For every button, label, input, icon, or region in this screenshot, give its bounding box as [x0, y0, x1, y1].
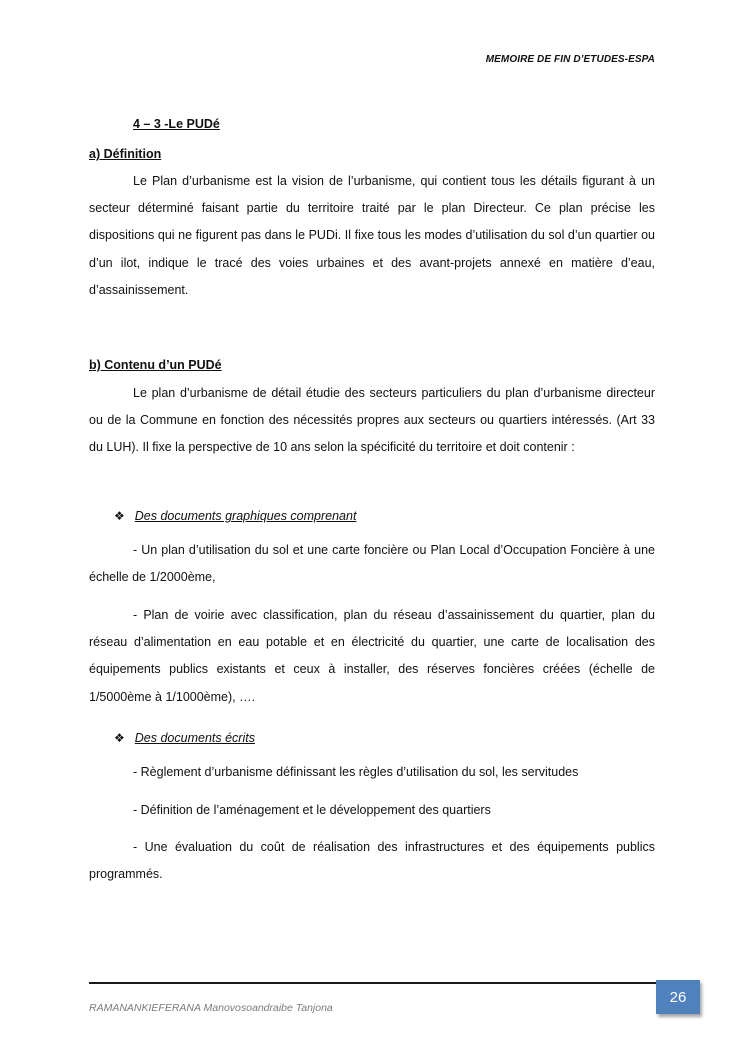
definition-heading: a) Définition — [89, 147, 162, 161]
bullet-graphiques-label: Des documents graphiques comprenant — [134, 509, 357, 523]
bullet-graphiques — [114, 507, 356, 525]
contenu-heading: b) Contenu d’un PUDé — [89, 358, 222, 372]
contenu-paragraph: Le plan d’urbanisme de détail étudie des secteurs particuliers du plan d’urbanisme directeur ou de la Commune en fonction des nécessités propres aux secteurs ou quartiers intéressés. (Art 33 du LUH). Il fixe la perspective de 10 ans selon la spécificité du territoire et doit contenir : — [89, 386, 655, 455]
page-number: 26 — [656, 980, 700, 1014]
ecrits-item-2: - Définition de l’aménagement et le développement des quartiers — [133, 803, 491, 817]
diamond-bullet-icon: ❖ — [114, 731, 125, 745]
graphiques-item-1: - Un plan d’utilisation du sol et une carte foncière ou Plan Local d’Occupation Foncière à une échelle de 1/2000ème, — [89, 543, 655, 585]
bullet-ecrits — [114, 729, 255, 747]
running-header: MEMOIRE DE FIN D’ETUDES-ESPA — [485, 54, 655, 65]
bullet-ecrits-label: Des documents écrits — [134, 731, 255, 745]
definition-paragraph: Le Plan d’urbanisme est la vision de l’urbanisme, qui contient tous les détails figurant à un secteur déterminé faisant partie du territoire traité par le plan Directeur. Ce plan précise les dispositions qui ne figurent pas dans le PUDi. Il fixe tous les modes d’utilisation du sol d’un quartier ou d’un ilot, indique le tracé des voies urbaines et des avant-projets annexé en matière d’eau, d’assainissement. — [89, 174, 655, 297]
footer-author: RAMANANKIEFERANA Manovosoandraibe Tanjona — [89, 1002, 333, 1014]
diamond-bullet-icon: ❖ — [114, 509, 125, 523]
footer-rule — [89, 982, 674, 984]
ecrits-item-1: - Règlement d’urbanisme définissant les règles d’utilisation du sol, les servitudes — [133, 765, 579, 779]
ecrits-item-3: - Une évaluation du coût de réalisation des infrastructures et des équipements publics programmés. — [89, 840, 655, 882]
graphiques-item-2: - Plan de voirie avec classification, plan du réseau d’assainissement du quartier, plan du réseau d’alimentation en eau potable et en électricité du quartier, une carte de localisation des équipements publics existants et ceux à installer, des réserves foncières créées (échelle de 1/5000ème à 1/1000ème), …. — [89, 608, 655, 704]
section-title: 4 – 3 -Le PUDé — [133, 117, 220, 131]
